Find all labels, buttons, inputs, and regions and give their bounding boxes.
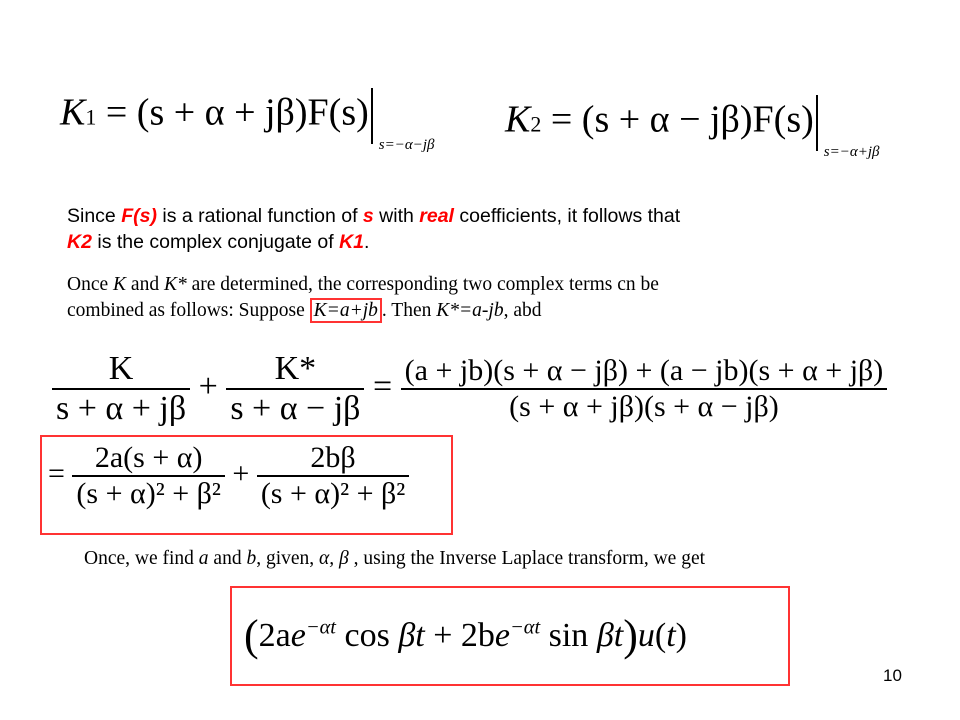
k1-evaluation-point: s=−α−jβ	[378, 137, 435, 153]
fraction-kstar-numerator: K*	[274, 350, 317, 387]
k2-evaluation-point: s=−α+jβ	[823, 144, 880, 160]
para2-text-5: . Then	[381, 300, 437, 321]
combine-equation	[52, 350, 887, 428]
sin-term-denominator: (s + α)² + β²	[257, 475, 409, 511]
k2-evaluation-bar	[816, 95, 880, 160]
para2-kstar: K*	[163, 274, 187, 295]
para1-text-3: with	[373, 205, 420, 227]
k2-expression: = (s + α − jβ)F(s)	[541, 98, 814, 141]
fraction-k	[52, 350, 190, 428]
fraction-kstar	[226, 350, 364, 428]
fraction-combined	[401, 354, 888, 424]
para1-text-4: coefficients, it follows that	[453, 205, 681, 227]
para2-text-6: , abd	[503, 300, 542, 321]
combine-paragraph	[67, 272, 897, 324]
conjugate-paragraph	[67, 203, 867, 255]
sin-term-numerator: 2bβ	[310, 441, 356, 474]
highlight-k1: K1	[339, 231, 365, 253]
equals-sign: =	[372, 367, 393, 405]
para3-text-2: and	[208, 548, 247, 569]
k2-symbol: K	[505, 98, 531, 141]
inverse-laplace-paragraph	[84, 546, 884, 572]
para3-text-1: Once, we find	[84, 548, 199, 569]
result-plus: +	[232, 456, 250, 490]
cos-term-numerator: 2a(s + α)	[94, 441, 203, 474]
open-paren: (	[244, 611, 259, 660]
result-equation	[48, 441, 409, 511]
plus-sign: +	[198, 367, 218, 405]
boxed-k-definition: K=a+jb	[310, 298, 382, 323]
para1-text-6: .	[364, 231, 370, 253]
para2-text-2: and	[126, 274, 164, 295]
page-number: 10	[883, 666, 902, 685]
para2-k: K	[113, 274, 127, 295]
para2-text-3: are determined, the corresponding two complex terms cn be	[186, 274, 659, 295]
highlight-real: real	[419, 205, 454, 227]
fraction-sin-term	[257, 441, 409, 511]
equation-k2	[505, 95, 880, 160]
para1-text-2: is a rational function of	[156, 205, 363, 227]
para2-text-4: combined as follows: Suppose	[67, 300, 310, 321]
highlight-s: s	[362, 205, 374, 227]
para2-text-1: Once	[67, 274, 114, 295]
fraction-cos-term	[72, 441, 224, 511]
fraction-kstar-denominator: s + α − jβ	[226, 388, 364, 428]
k1-expression: = (s + α + jβ)F(s)	[96, 91, 369, 134]
result-equals: =	[48, 456, 65, 490]
time-domain-equation: ($2ae^{-\alpha t}$ $\cos \beta t + 2be^{-\alpha t}$ sin βt)u(t)	[244, 611, 687, 660]
highlight-fs: F(s)	[121, 205, 157, 227]
para1-text-5: is the complex conjugate of	[91, 231, 340, 253]
combined-numerator: (a + jb)(s + α − jβ) + (a − jb)(s + α + jβ)	[404, 354, 884, 387]
k2-subscript: 2	[530, 111, 542, 137]
k1-subscript: 1	[85, 104, 97, 130]
para3-a: a	[198, 548, 209, 569]
equation-k1	[60, 88, 435, 153]
para3-text-4: , using the Inverse Laplace transform, we get	[348, 548, 706, 569]
k1-evaluation-bar	[371, 88, 435, 153]
para3-b: b	[246, 548, 257, 569]
para2-kstar-definition: K*=a-jb	[436, 300, 504, 321]
fraction-k-numerator: K	[108, 350, 134, 387]
para1-text-1: Since	[67, 205, 122, 227]
fraction-k-denominator: s + α + jβ	[52, 388, 190, 428]
highlight-k2: K2	[67, 231, 92, 253]
para3-text-3: , given,	[256, 548, 320, 569]
cos-term-denominator: (s + α)² + β²	[72, 475, 224, 511]
k1-symbol: K	[60, 91, 86, 134]
close-paren: )	[623, 611, 638, 660]
para3-params: α, β	[319, 548, 349, 569]
combined-denominator: (s + α + jβ)(s + α − jβ)	[401, 388, 888, 424]
